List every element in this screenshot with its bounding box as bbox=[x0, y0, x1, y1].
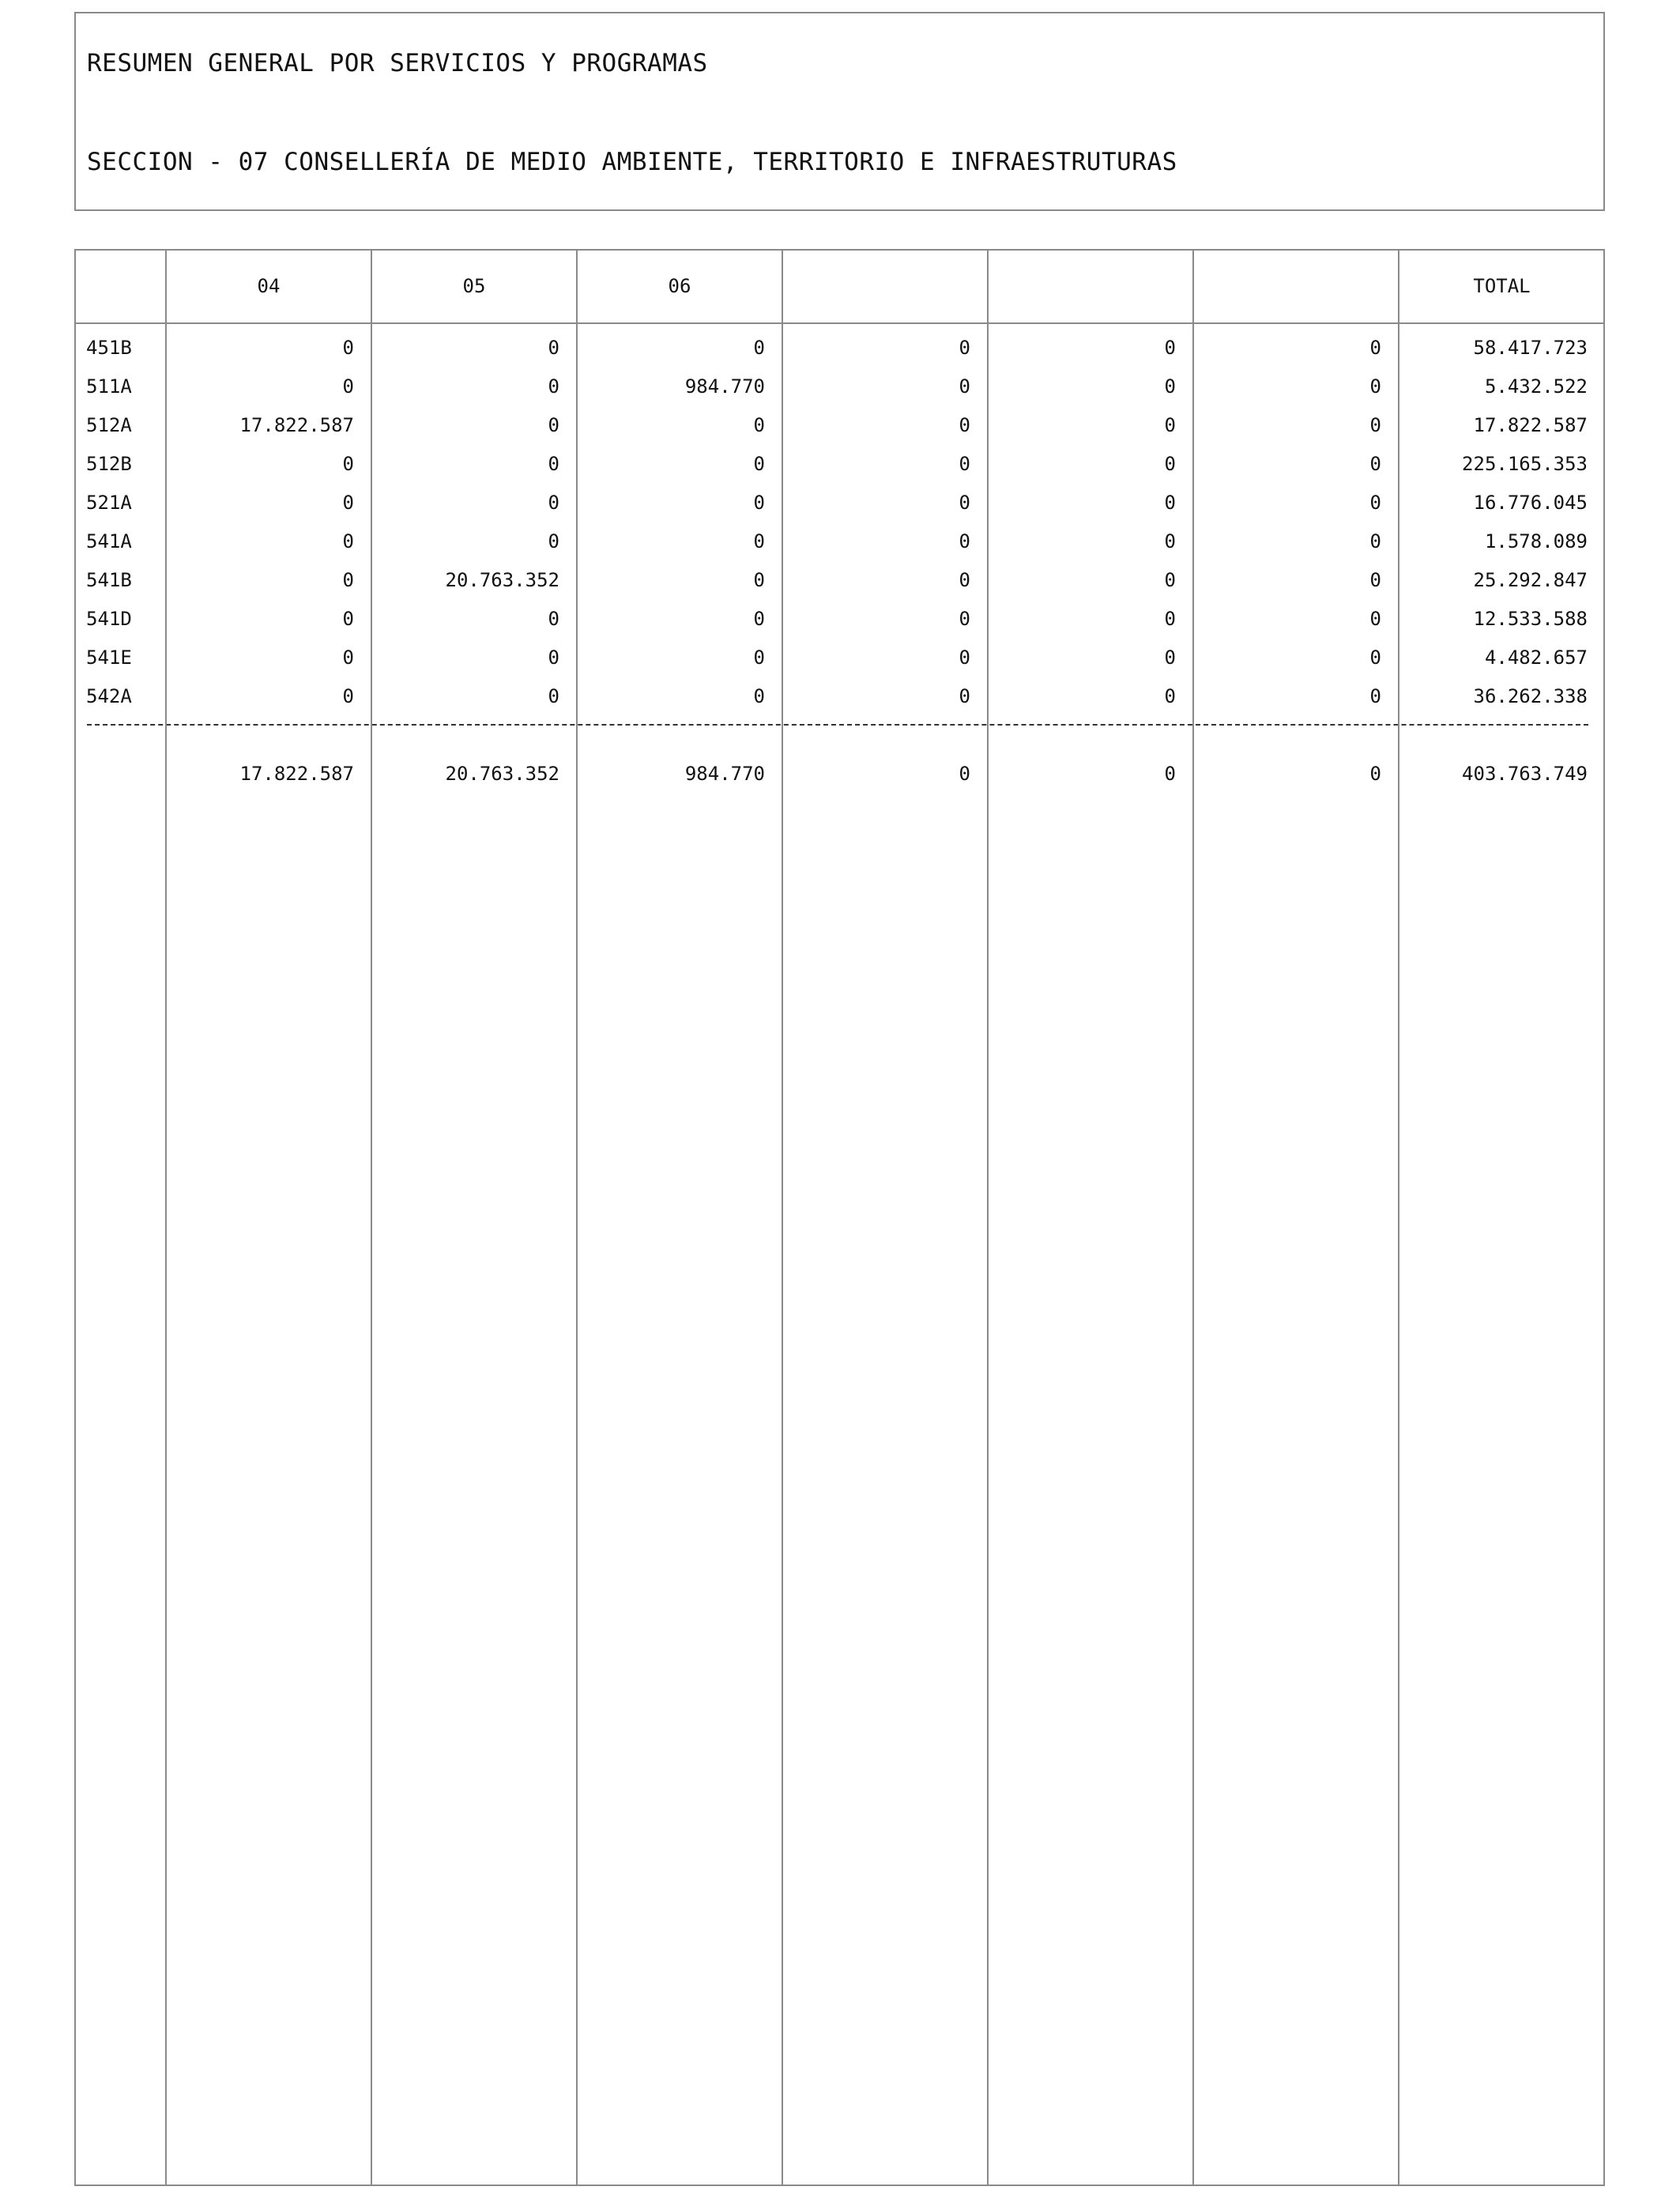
column-header: 06 bbox=[668, 275, 691, 297]
table-cell: 0 bbox=[1369, 375, 1381, 398]
table-cell: 0 bbox=[1164, 647, 1176, 669]
program-code: 511A bbox=[86, 375, 132, 398]
column-header: TOTAL bbox=[1473, 275, 1531, 297]
table-cell: 0 bbox=[1164, 608, 1176, 630]
table-cell: 17.822.587 bbox=[239, 414, 354, 436]
table-cell: 0 bbox=[1164, 453, 1176, 475]
table-cell: 0 bbox=[1369, 337, 1381, 359]
table-cell: 12.533.588 bbox=[1473, 608, 1588, 630]
table-cell: 58.417.723 bbox=[1473, 337, 1588, 359]
table-cell: 0 bbox=[1164, 685, 1176, 707]
table-cell: 0 bbox=[548, 530, 559, 552]
table-cell: 0 bbox=[1164, 414, 1176, 436]
table-cell: 0 bbox=[753, 647, 765, 669]
table-cell: 16.776.045 bbox=[1473, 492, 1588, 514]
table-cell: 0 bbox=[753, 492, 765, 514]
table-cell: 0 bbox=[1164, 569, 1176, 591]
table-cell: 0 bbox=[548, 453, 559, 475]
program-code: 541E bbox=[86, 647, 132, 669]
document-header bbox=[74, 12, 1605, 211]
table-cell: 0 bbox=[342, 685, 354, 707]
table-cell: 0 bbox=[959, 608, 970, 630]
table-cell: 0 bbox=[1369, 647, 1381, 669]
table-cell: 0 bbox=[753, 453, 765, 475]
table-cell: 0 bbox=[1369, 569, 1381, 591]
table-cell: 25.292.847 bbox=[1473, 569, 1588, 591]
table-cell: 0 bbox=[548, 685, 559, 707]
table-cell: 0 bbox=[959, 763, 970, 785]
table-cell: 0 bbox=[959, 453, 970, 475]
table-cell: 0 bbox=[342, 569, 354, 591]
table-cell: 20.763.352 bbox=[445, 763, 559, 785]
table-cell: 984.770 bbox=[684, 763, 765, 785]
table-cell: 0 bbox=[548, 647, 559, 669]
table-cell: 0 bbox=[548, 337, 559, 359]
table-cell: 0 bbox=[959, 492, 970, 514]
section-title: SECCION - 07 CONSELLERÍA DE MEDIO AMBIENTE, TERRITORIO E INFRAESTRUTURAS bbox=[87, 148, 1177, 176]
table-cell: 0 bbox=[959, 530, 970, 552]
table-cell: 5.432.522 bbox=[1484, 375, 1588, 398]
header-divider bbox=[74, 322, 1605, 324]
table-cell: 0 bbox=[1164, 337, 1176, 359]
table-cell: 0 bbox=[548, 608, 559, 630]
table-cell: 0 bbox=[1369, 492, 1381, 514]
table-cell: 0 bbox=[548, 375, 559, 398]
table-cell: 1.578.089 bbox=[1484, 530, 1588, 552]
table-cell: 0 bbox=[959, 569, 970, 591]
table-cell: 984.770 bbox=[684, 375, 765, 398]
table-cell: 0 bbox=[1369, 414, 1381, 436]
program-code: 451B bbox=[86, 337, 132, 359]
table-cell: 0 bbox=[959, 337, 970, 359]
table-cell: 0 bbox=[1369, 453, 1381, 475]
table-cell: 0 bbox=[1164, 763, 1176, 785]
program-code: 541B bbox=[86, 569, 132, 591]
table-cell: 0 bbox=[1369, 530, 1381, 552]
table-cell: 0 bbox=[548, 492, 559, 514]
table-cell: 0 bbox=[342, 492, 354, 514]
table-cell: 0 bbox=[1164, 530, 1176, 552]
program-code: 541A bbox=[86, 530, 132, 552]
program-code: 512A bbox=[86, 414, 132, 436]
table-cell: 0 bbox=[342, 337, 354, 359]
table-cell: 0 bbox=[753, 685, 765, 707]
table-cell: 403.763.749 bbox=[1462, 763, 1588, 785]
table-cell: 0 bbox=[753, 569, 765, 591]
table-cell: 0 bbox=[753, 608, 765, 630]
table-cell: 20.763.352 bbox=[445, 569, 559, 591]
table-cell: 0 bbox=[959, 647, 970, 669]
table-cell: 225.165.353 bbox=[1462, 453, 1588, 475]
table-cell: 0 bbox=[1164, 375, 1176, 398]
table-cell: 0 bbox=[753, 414, 765, 436]
program-code: 541D bbox=[86, 608, 132, 630]
table-cell: 0 bbox=[548, 414, 559, 436]
program-code: 542A bbox=[86, 685, 132, 707]
table-cell: 0 bbox=[753, 337, 765, 359]
table-cell: 0 bbox=[342, 375, 354, 398]
table-cell: 0 bbox=[1164, 492, 1176, 514]
table-cell: 36.262.338 bbox=[1473, 685, 1588, 707]
table-cell: 0 bbox=[342, 647, 354, 669]
table-cell: 0 bbox=[959, 375, 970, 398]
table-cell: 0 bbox=[342, 608, 354, 630]
column-header: 05 bbox=[462, 275, 486, 297]
column-header: 04 bbox=[257, 275, 281, 297]
table-cell: 0 bbox=[1369, 685, 1381, 707]
program-code: 521A bbox=[86, 492, 132, 514]
totals-separator bbox=[87, 724, 1588, 726]
table-cell: 0 bbox=[1369, 763, 1381, 785]
document-title: RESUMEN GENERAL POR SERVICIOS Y PROGRAMAS bbox=[87, 49, 708, 77]
table-cell: 17.822.587 bbox=[1473, 414, 1588, 436]
table-cell: 0 bbox=[959, 685, 970, 707]
table-cell: 17.822.587 bbox=[239, 763, 354, 785]
table-cell: 0 bbox=[342, 530, 354, 552]
table-cell: 0 bbox=[1369, 608, 1381, 630]
table-cell: 0 bbox=[959, 414, 970, 436]
table-cell: 4.482.657 bbox=[1484, 647, 1588, 669]
program-code: 512B bbox=[86, 453, 132, 475]
table-cell: 0 bbox=[342, 453, 354, 475]
table-cell: 0 bbox=[753, 530, 765, 552]
